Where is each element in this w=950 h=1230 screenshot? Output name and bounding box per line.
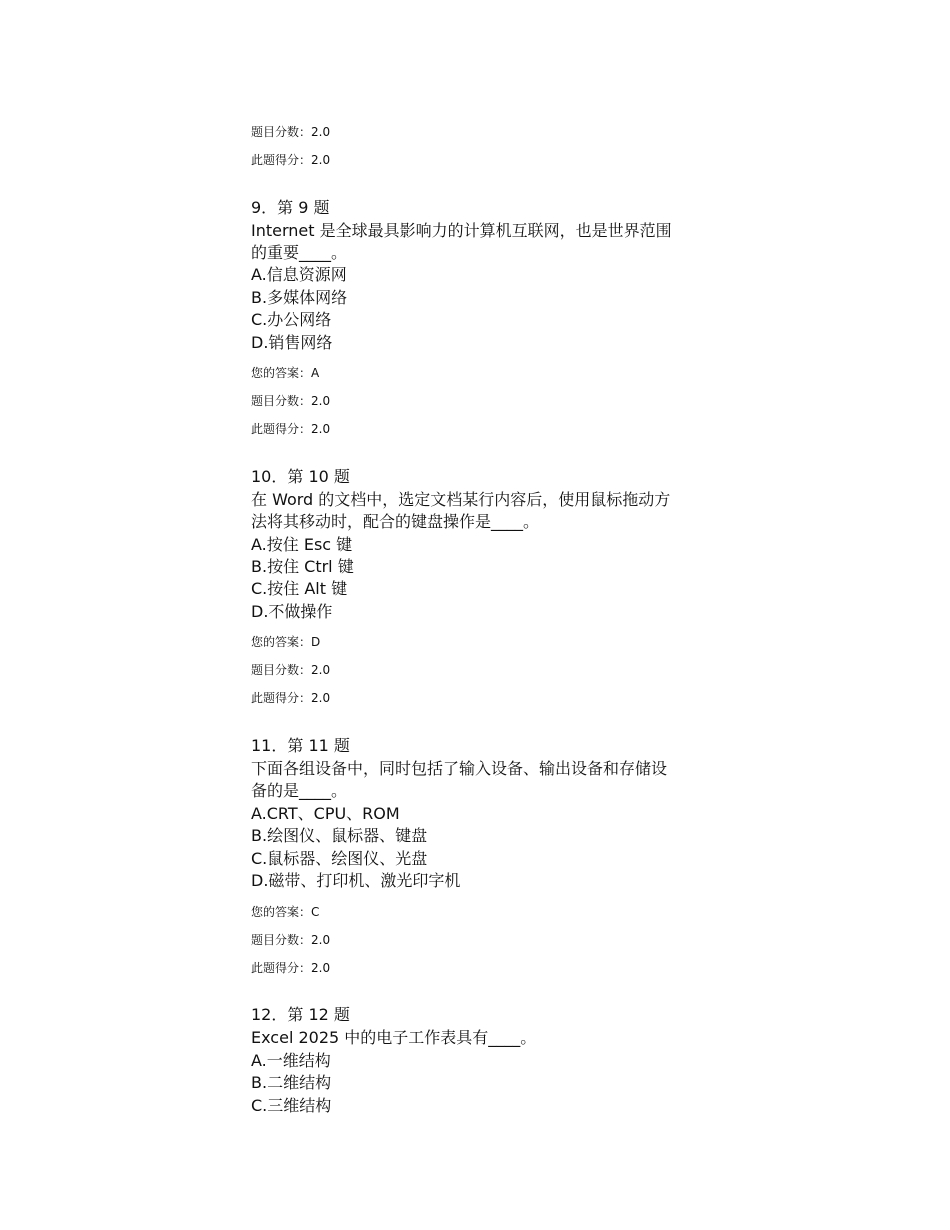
option-a: A.一维结构	[251, 1051, 331, 1070]
option-c: C.办公网络	[251, 310, 332, 329]
question-title: 11．第 11 题	[251, 736, 350, 755]
option-b: B.绘图仪、鼠标器、键盘	[251, 826, 428, 845]
question-text: 法将其移动时，配合的键盘操作是____。	[251, 512, 540, 531]
question-earned: 此题得分：2.0	[251, 153, 331, 167]
question-score: 题目分数：2.0	[251, 125, 331, 139]
your-answer: 您的答案：A	[251, 366, 320, 380]
question-text: 备的是____。	[251, 781, 348, 800]
question-text: Excel 2025 中的电子工作表具有____。	[251, 1028, 537, 1047]
option-c: C.三维结构	[251, 1096, 332, 1115]
option-b: B.按住 Ctrl 键	[251, 557, 354, 576]
option-b: B.多媒体网络	[251, 288, 348, 307]
option-a: A.CRT、CPU、ROM	[251, 804, 400, 823]
option-a: A.按住 Esc 键	[251, 535, 353, 554]
question-score: 题目分数：2.0	[251, 933, 331, 947]
question-score: 题目分数：2.0	[251, 394, 331, 408]
question-earned: 此题得分：2.0	[251, 422, 331, 436]
option-b: B.二维结构	[251, 1073, 332, 1092]
option-c: C.按住 Alt 键	[251, 579, 348, 598]
question-score: 题目分数：2.0	[251, 663, 331, 677]
option-d: D.磁带、打印机、激光印字机	[251, 871, 461, 890]
question-title: 9．第 9 题	[251, 198, 330, 217]
option-d: D.销售网络	[251, 333, 333, 352]
option-d: D.不做操作	[251, 602, 333, 621]
question-text: Internet 是全球最具影响力的计算机互联网，也是世界范围	[251, 221, 672, 240]
question-text: 下面各组设备中，同时包括了输入设备、输出设备和存储设	[251, 759, 668, 778]
your-answer: 您的答案：C	[251, 905, 320, 919]
question-text: 的重要____。	[251, 243, 348, 262]
option-c: C.鼠标器、绘图仪、光盘	[251, 849, 428, 868]
question-title: 12．第 12 题	[251, 1005, 350, 1024]
question-earned: 此题得分：2.0	[251, 691, 331, 705]
question-title: 10．第 10 题	[251, 467, 350, 486]
question-text: 在 Word 的文档中，选定文档某行内容后，使用鼠标拖动方	[251, 490, 671, 509]
your-answer: 您的答案：D	[251, 635, 321, 649]
question-earned: 此题得分：2.0	[251, 961, 331, 975]
option-a: A.信息资源网	[251, 265, 347, 284]
